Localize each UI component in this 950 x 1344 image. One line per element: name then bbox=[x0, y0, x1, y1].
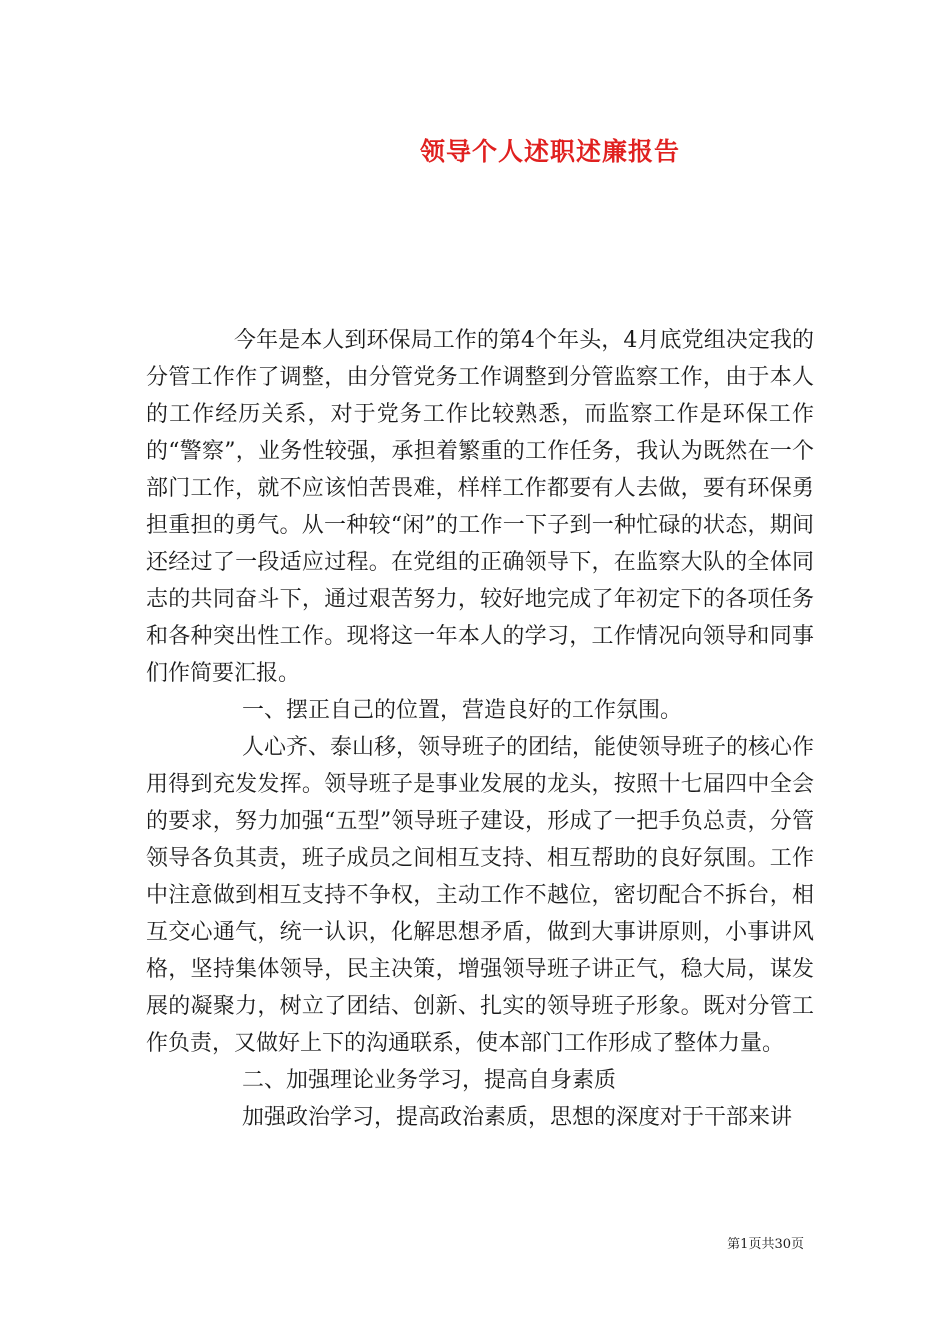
page-number: 第1页共30页 bbox=[727, 1237, 804, 1252]
paragraph-section-1: 人心齐、泰山移，领导班子的团结，能使领导班子的核心作用得到充发发挥。领导班子是事业发展的龙头，按照十七届四中全会的要求，努力加强“五型”领导班子建设，形成了一把手负总责，分管领导各负其责，班子成员之间相互支持、相互帮助的良好氛围。工作中注意做到相互支持不争权，主动工作不越位，密切配合不拆台，相互交心通气，统一认识，化解思想矛盾，做到大事讲原则，小事讲风格，坚持集体领导，民主决策，增强领导班子讲正气，稳大局，谋发展的凝聚力，树立了团结、创新、扎实的领导班子形象。既对分管工作负责，又做好上下的沟通联系，使本部门工作形成了整体力量。 bbox=[146, 735, 815, 1056]
paragraph-intro: 今年是本人到环保局工作的第4个年头，4月底党组决定我的分管工作作了调整，由分管党务工作调整到分管监察工作，由于本人的工作经历关系，对于党务工作比较熟悉，而监察工作是环保工作的“警察”，业务性较强，承担着繁重的工作任务，我认为既然在一个部门工作，就不应该怕苦畏难，样样工作都要有人去做，要有环保勇担重担的勇气。从一种较“闲”的工作一下子到一种忙碌的状态，期间还经过了一段适应过程。在党组的正确领导下，在监察大队的全体同志的共同奋斗下，通过艰苦努力，较好地完成了年初定下的各项任务和各种突出性工作。现将这一年本人的学习，工作情况向领导和同事们作简要汇报。 bbox=[146, 328, 814, 686]
section-heading-1: 一、摆正自己的位置，营造良好的工作氛围。 bbox=[242, 698, 683, 723]
section-heading-2: 二、加强理论业务学习，提高自身素质 bbox=[242, 1068, 617, 1093]
paragraph-section-2: 加强政治学习，提高政治素质，思想的深度对于干部来讲 bbox=[242, 1105, 793, 1130]
document-body bbox=[146, 322, 814, 1136]
page-title: 领导个人述职述廉报告 bbox=[419, 137, 680, 166]
